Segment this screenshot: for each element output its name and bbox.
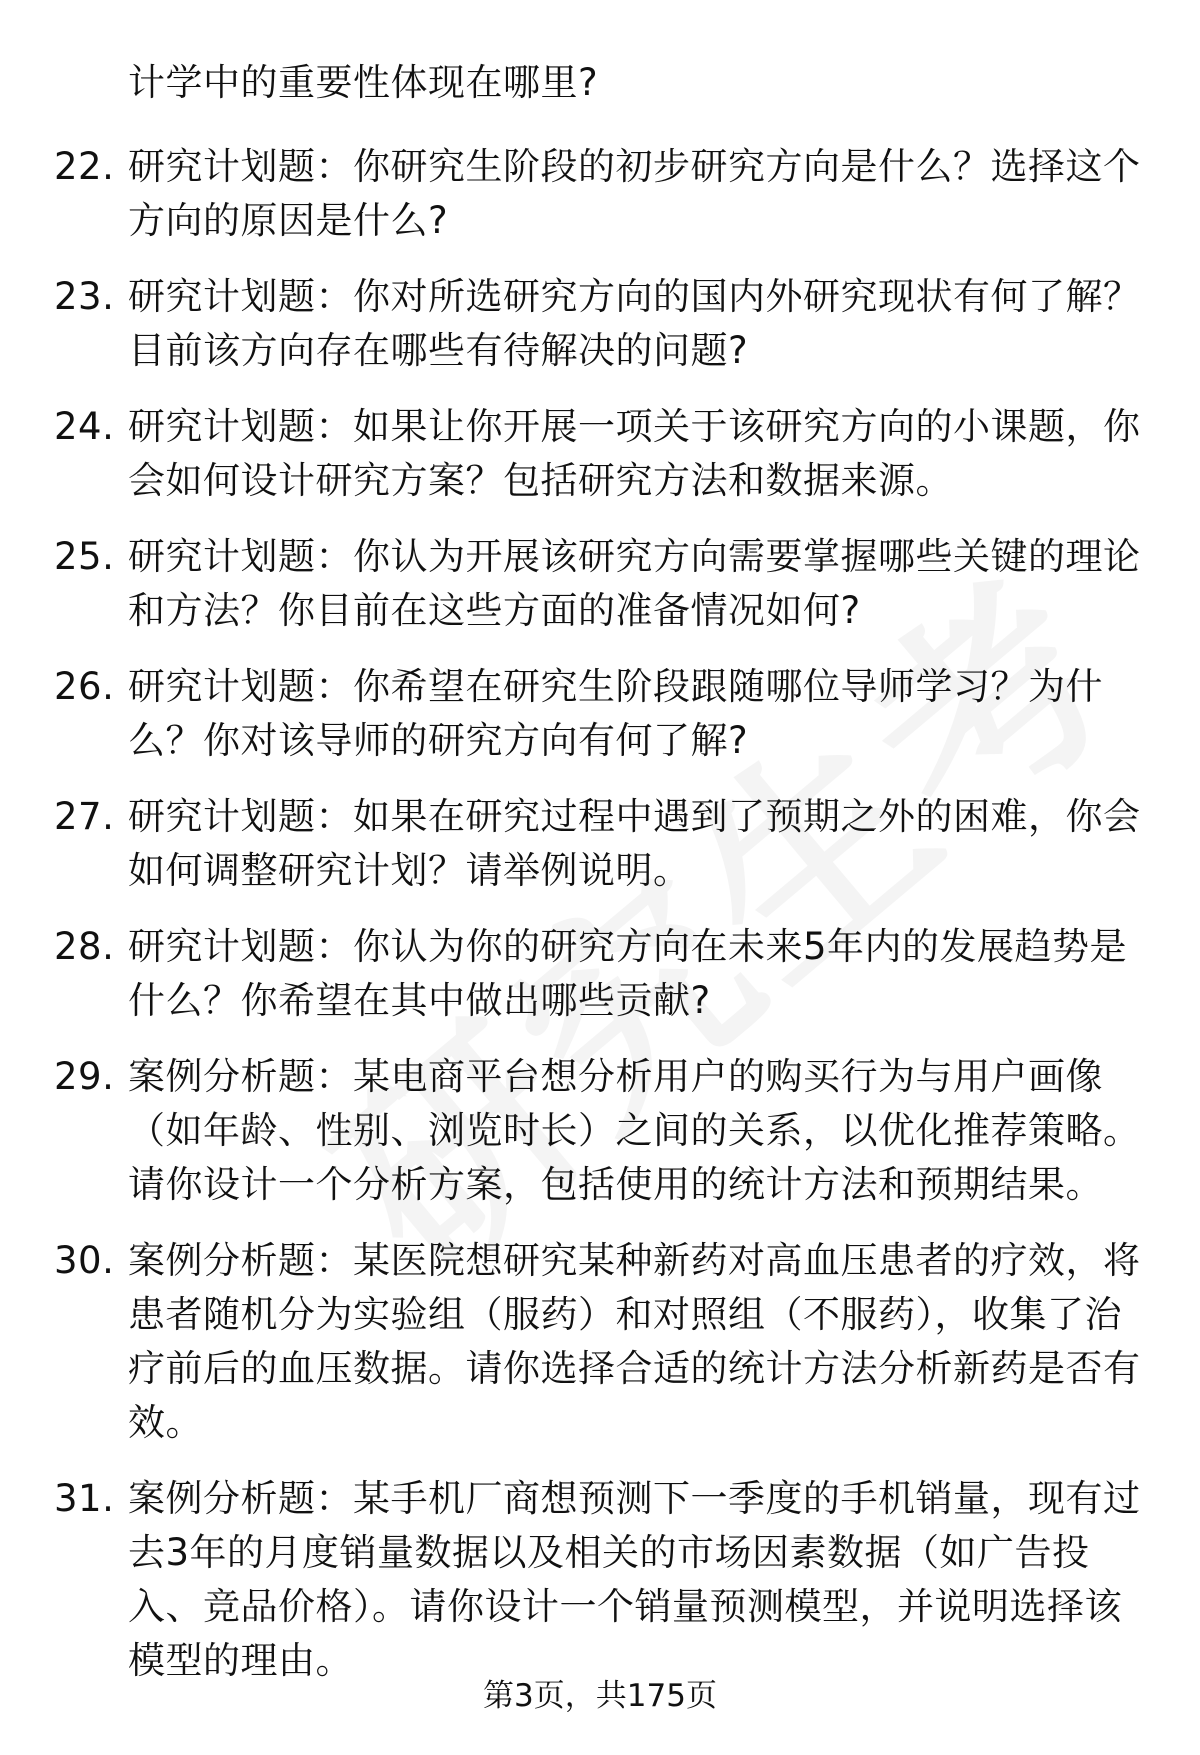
question-text: 研究计划题：如果让你开展一项关于该研究方向的小课题，你会如何设计研究方案？包括研究方法和数据来源。 <box>128 405 1141 502</box>
question-item <box>0 140 1200 248</box>
question-text: 研究计划题：如果在研究过程中遇到了预期之外的困难，你会如何调整研究计划？请举例说明。 <box>128 795 1141 892</box>
question-text: 研究计划题：你研究生阶段的初步研究方向是什么？选择这个方向的原因是什么? <box>128 145 1141 242</box>
question-item <box>0 530 1200 638</box>
question-number: 22. <box>54 145 115 188</box>
question-number: 27. <box>54 795 115 838</box>
question-text: 研究计划题：你希望在研究生阶段跟随哪位导师学习？为什么？你对该导师的研究方向有何了解? <box>128 665 1103 762</box>
question-item <box>0 790 1200 898</box>
question-item <box>0 1234 1200 1450</box>
question-item <box>0 270 1200 378</box>
question-item <box>0 660 1200 768</box>
question-number: 29. <box>54 1055 115 1098</box>
question-text: 案例分析题：某医院想研究某种新药对高血压患者的疗效，将患者随机分为实验组（服药）和对照组（不服药），收集了治疗前后的血压数据。请你选择合适的统计方法分析新药是否有效。 <box>128 1239 1141 1444</box>
question-text: 案例分析题：某电商平台想分析用户的购买行为与用户画像（如年龄、性别、浏览时长）之间的关系，以优化推荐策略。请你设计一个分析方案，包括使用的统计方法和预期结果。 <box>128 1055 1141 1206</box>
question-list <box>0 140 1200 1710</box>
question-item <box>0 1472 1200 1688</box>
question-text: 研究计划题：你对所选研究方向的国内外研究现状有何了解？目前该方向存在哪些有待解决的问题? <box>128 275 1141 372</box>
page-footer: 第3页，共175页 <box>483 1678 717 1714</box>
question-number: 23. <box>54 275 115 318</box>
question-number: 26. <box>54 665 115 708</box>
continuation-text: 计学中的重要性体现在哪里? <box>128 61 599 104</box>
question-number: 30. <box>54 1239 115 1282</box>
question-text: 研究计划题：你认为开展该研究方向需要掌握哪些关键的理论和方法？你目前在这些方面的准备情况如何? <box>128 535 1141 632</box>
question-item <box>0 920 1200 1028</box>
question-number: 25. <box>54 535 115 578</box>
question-number: 24. <box>54 405 115 448</box>
question-number: 28. <box>54 925 115 968</box>
question-text: 案例分析题：某手机厂商想预测下一季度的手机销量，现有过去3年的月度销量数据以及相关的市场因素数据（如广告投入、竞品价格）。请你设计一个销量预测模型，并说明选择该模型的理由。 <box>128 1477 1141 1682</box>
question-text: 研究计划题：你认为你的研究方向在未来5年内的发展趋势是什么？你希望在其中做出哪些贡献? <box>128 925 1128 1022</box>
question-item <box>0 400 1200 508</box>
question-number: 31. <box>54 1477 115 1520</box>
question-item <box>0 1050 1200 1212</box>
